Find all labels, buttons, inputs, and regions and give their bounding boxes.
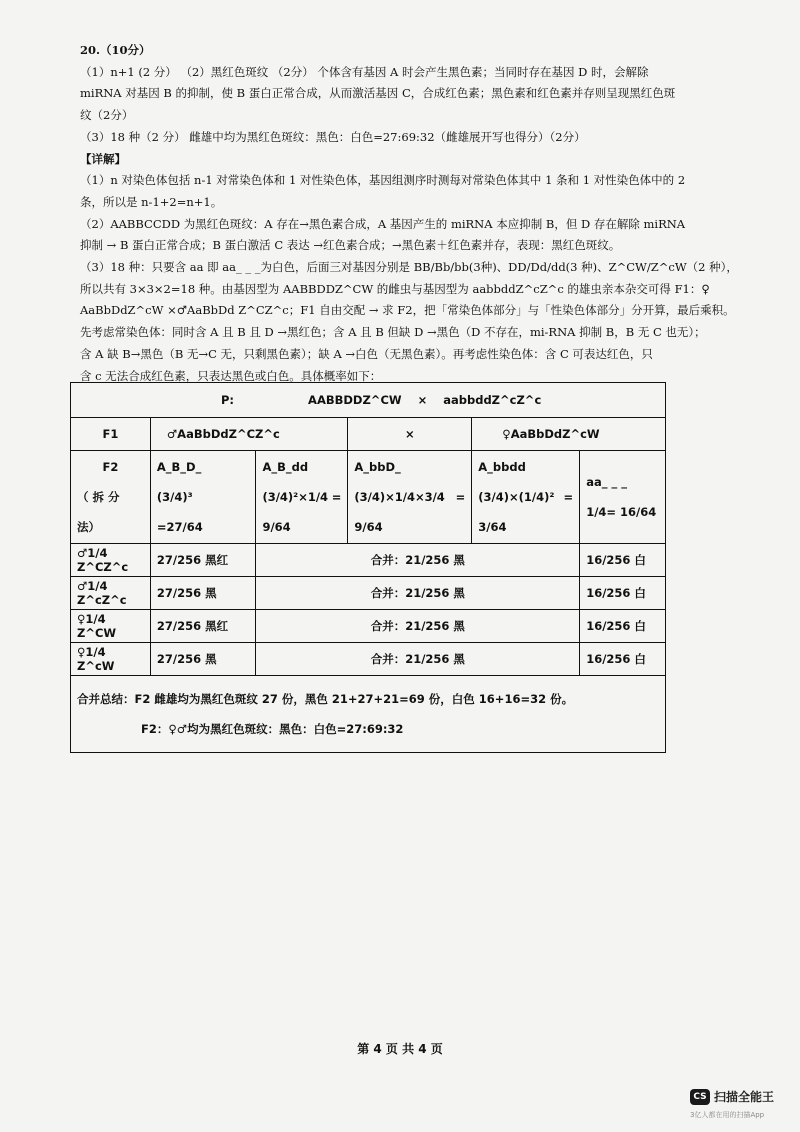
answer-line: 含 A 缺 B→黑色（B 无→C 无，只剩黑色素）；缺 A →白色（无黑色素）。再考虑性染色体：含 C 可表达红色，只 <box>80 346 653 361</box>
f1-male: ♂AaBbDdZ^CZ^c <box>150 418 348 451</box>
answer-line: miRNA 对基因 B 的抑制，使 B 蛋白正常合成，从而激活基因 C，合成红色素；黑色素和红色素并存则呈现黑红色斑 <box>80 86 676 101</box>
f2-cell-abbd: A_bbD_ (3/4)×1/4×3/4 = 9/64 <box>348 451 472 544</box>
question-heading: 20.（10分） <box>80 43 151 57</box>
summary-line-1: 合并总结：F2 雌雄均为黑红色斑纹 27 份，黑色 21+27+21=69 份，白色 16+16=32 份。 <box>77 692 574 706</box>
table-row: ♂1/4 Z^cZ^c 27/256 黑 合并：21/256 黑 16/256 白 <box>71 577 666 610</box>
answer-line: （1）n 对染色体包括 n-1 对常染色体和 1 对性染色体，基因组测序时测每对常染色体其中 1 条和 1 对性染色体中的 2 <box>80 173 686 188</box>
f2-row <box>71 451 666 544</box>
detail-heading: 【详解】 <box>80 151 126 166</box>
probability-table <box>70 382 666 753</box>
f2-cell-abdd: A_B_dd (3/4)²×1/4 = 9/64 <box>256 451 348 544</box>
answer-line: AaBbDdZ^cW ×♂AaBbDd Z^CZ^c；F1 自由交配 → 求 F2，把「常染色体部分」与「性染色体部分」分开算，最后乘积。 <box>80 303 735 318</box>
table-row: ♀1/4 Z^cW 27/256 黑 合并：21/256 黑 16/256 白 <box>71 643 666 676</box>
f1-times: × <box>348 418 472 451</box>
answer-line: 抑制 → B 蛋白正常合成；B 蛋白激活 C 表达 →红色素合成；→黑色素＋红色素并存，表现：黑红色斑纹。 <box>80 238 621 253</box>
answer-line: 纹（2分） <box>80 108 134 123</box>
p-label: P: <box>221 393 235 407</box>
answer-line: （1）n+1 (2 分） （2）黑红色斑纹 （2分） 个体含有基因 A 时会产生黑色素；当同时存在基因 D 时，会解除 <box>80 64 649 79</box>
answer-line: （3）18 种（2 分） 雌雄中均为黑红色斑纹：黑色：白色=27:69:32（雌雄展开写也得分）（2分） <box>80 129 586 144</box>
summary-line-2: F2：♀♂均为黑红色斑纹：黑色：白色=27:69:32 <box>141 722 404 736</box>
answer-line: 含 c 无法合成红色素，只表达黑色或白色。具体概率如下： <box>80 368 382 383</box>
p-cross: AABBDDZ^CW × aabbddZ^cZ^c <box>308 393 542 407</box>
f2-cell-abbdd: A_bbdd (3/4)×(1/4)² = 3/64 <box>472 451 580 544</box>
answer-line: 条，所以是 n-1+2=n+1。 <box>80 194 223 209</box>
f2-cell-aa: aa_ _ _ 1/4= 16/64 <box>580 451 666 544</box>
brand-name: 扫描全能王 <box>714 1090 775 1104</box>
f1-label: F1 <box>71 418 151 451</box>
scanner-watermark <box>690 1088 774 1105</box>
table-row: ♂1/4 Z^CZ^c 27/256 黑红 合并：21/256 黑 16/256 白 <box>71 544 666 577</box>
table-row: ♀1/4 Z^CW 27/256 黑红 合并：21/256 黑 16/256 白 <box>71 610 666 643</box>
answer-line: （3）18 种：只要含 aa 即 aa_ _ _为白色，后面三对基因分别是 BB/Bb/bb(3种)、DD/Dd/dd(3 种)、Z^CW/Z^cW（2 种）， <box>80 260 738 275</box>
page-number: 第 4 页 共 4 页 <box>357 1042 443 1056</box>
f2-cell-abd: A_B_D_ (3/4)³ =27/64 <box>150 451 256 544</box>
f1-female: ♀AaBbDdZ^cW <box>472 418 666 451</box>
f2-label: F2 （ 拆 分 法） <box>71 451 151 544</box>
answer-line: （2）AABBCCDD 为黑红色斑纹：A 存在→黑色素合成，A 基因产生的 miRNA 本应抑制 B，但 D 存在解除 miRNA <box>80 216 686 231</box>
parent-row <box>71 383 666 418</box>
camscanner-logo-icon: CS <box>690 1089 710 1105</box>
summary-row <box>71 676 666 753</box>
f1-row <box>71 418 666 451</box>
answer-text <box>80 40 738 387</box>
answer-line: 所以共有 3×3×2=18 种。由基因型为 AABBDDZ^CW 的雌虫与基因型为 aabbddZ^cZ^c 的雄虫亲本杂交可得 F1：♀ <box>80 281 710 296</box>
brand-tagline: 3亿人都在用的扫描App <box>690 1111 765 1119</box>
answer-line: 先考虑常染色体：同时含 A 且 B 且 D →黑红色；含 A 且 B 但缺 D →黑色（D 不存在，mi-RNA 抑制 B，B 无 C 也无）； <box>80 325 706 340</box>
